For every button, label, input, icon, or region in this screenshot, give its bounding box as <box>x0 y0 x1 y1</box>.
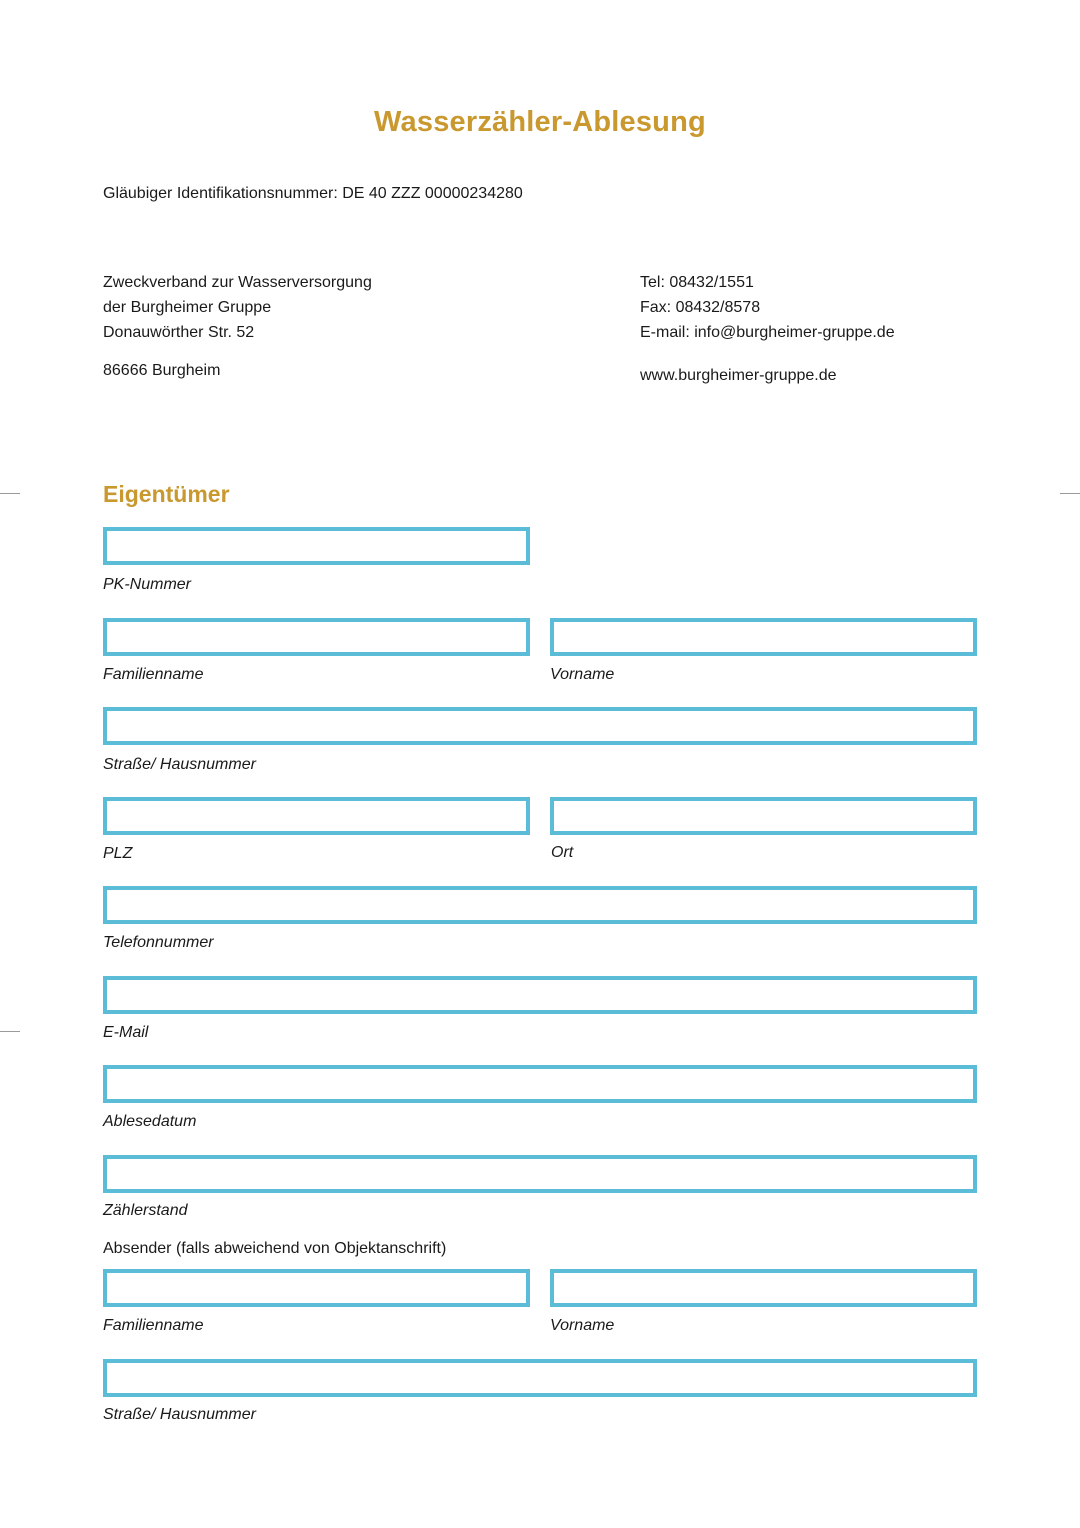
owner-last-name-label: Familienname <box>103 666 204 683</box>
contact-block <box>640 273 895 343</box>
owner-last-name-field[interactable] <box>103 618 530 656</box>
owner-heading: Eigentümer <box>103 481 230 507</box>
owner-email-label: E-Mail <box>103 1024 149 1041</box>
sender-note: Absender (falls abweichend von Objektanschrift) <box>103 1240 447 1257</box>
owner-zip-label: PLZ <box>103 845 133 862</box>
owner-first-name-field[interactable] <box>550 618 977 656</box>
creditor-id: Gläubiger Identifikationsnummer: DE 40 ZZZ 00000234280 <box>103 185 523 202</box>
fold-mark-left-lower <box>0 1031 20 1032</box>
owner-email-field[interactable] <box>103 976 977 1014</box>
reading-date-field[interactable] <box>103 1065 977 1103</box>
sender-street-field[interactable] <box>103 1359 977 1397</box>
owner-city-field[interactable] <box>550 797 977 835</box>
pk-number-field[interactable] <box>103 527 530 565</box>
pk-number-label: PK-Nummer <box>103 576 192 593</box>
address-line-2: der Burgheimer Gruppe <box>103 299 272 316</box>
meter-reading-label: Zählerstand <box>103 1202 188 1219</box>
sender-street-label: Straße/ Hausnummer <box>103 1406 256 1423</box>
sender-last-name-field[interactable] <box>103 1269 530 1307</box>
contact-website: www.burgheimer-gruppe.de <box>640 367 837 384</box>
owner-street-label: Straße/ Hausnummer <box>103 756 256 773</box>
contact-fax: Fax: 08432/8578 <box>640 299 761 316</box>
contact-tel: Tel: 08432/1551 <box>640 274 754 291</box>
owner-city-label: Ort <box>551 844 574 861</box>
address-block <box>103 273 372 343</box>
owner-phone-field[interactable] <box>103 886 977 924</box>
address-line-1: Zweckverband zur Wasserversorgung <box>103 274 372 291</box>
fold-mark-right-upper <box>1060 493 1080 494</box>
owner-phone-label: Telefonnummer <box>103 934 214 951</box>
owner-first-name-label: Vorname <box>550 666 615 683</box>
fold-mark-left-upper <box>0 493 20 494</box>
owner-street-field[interactable] <box>103 707 977 745</box>
address-line-3: Donauwörther Str. 52 <box>103 324 255 341</box>
meter-reading-field[interactable] <box>103 1155 977 1193</box>
address-line-4: 86666 Burgheim <box>103 362 221 379</box>
document-title: Wasserzähler-Ablesung <box>374 106 706 138</box>
reading-date-label: Ablesedatum <box>103 1113 197 1130</box>
sender-first-name-label: Vorname <box>550 1317 615 1334</box>
contact-email: E-mail: info@burgheimer-gruppe.de <box>640 324 895 341</box>
sender-first-name-field[interactable] <box>550 1269 977 1307</box>
owner-zip-field[interactable] <box>103 797 530 835</box>
sender-last-name-label: Familienname <box>103 1317 204 1334</box>
